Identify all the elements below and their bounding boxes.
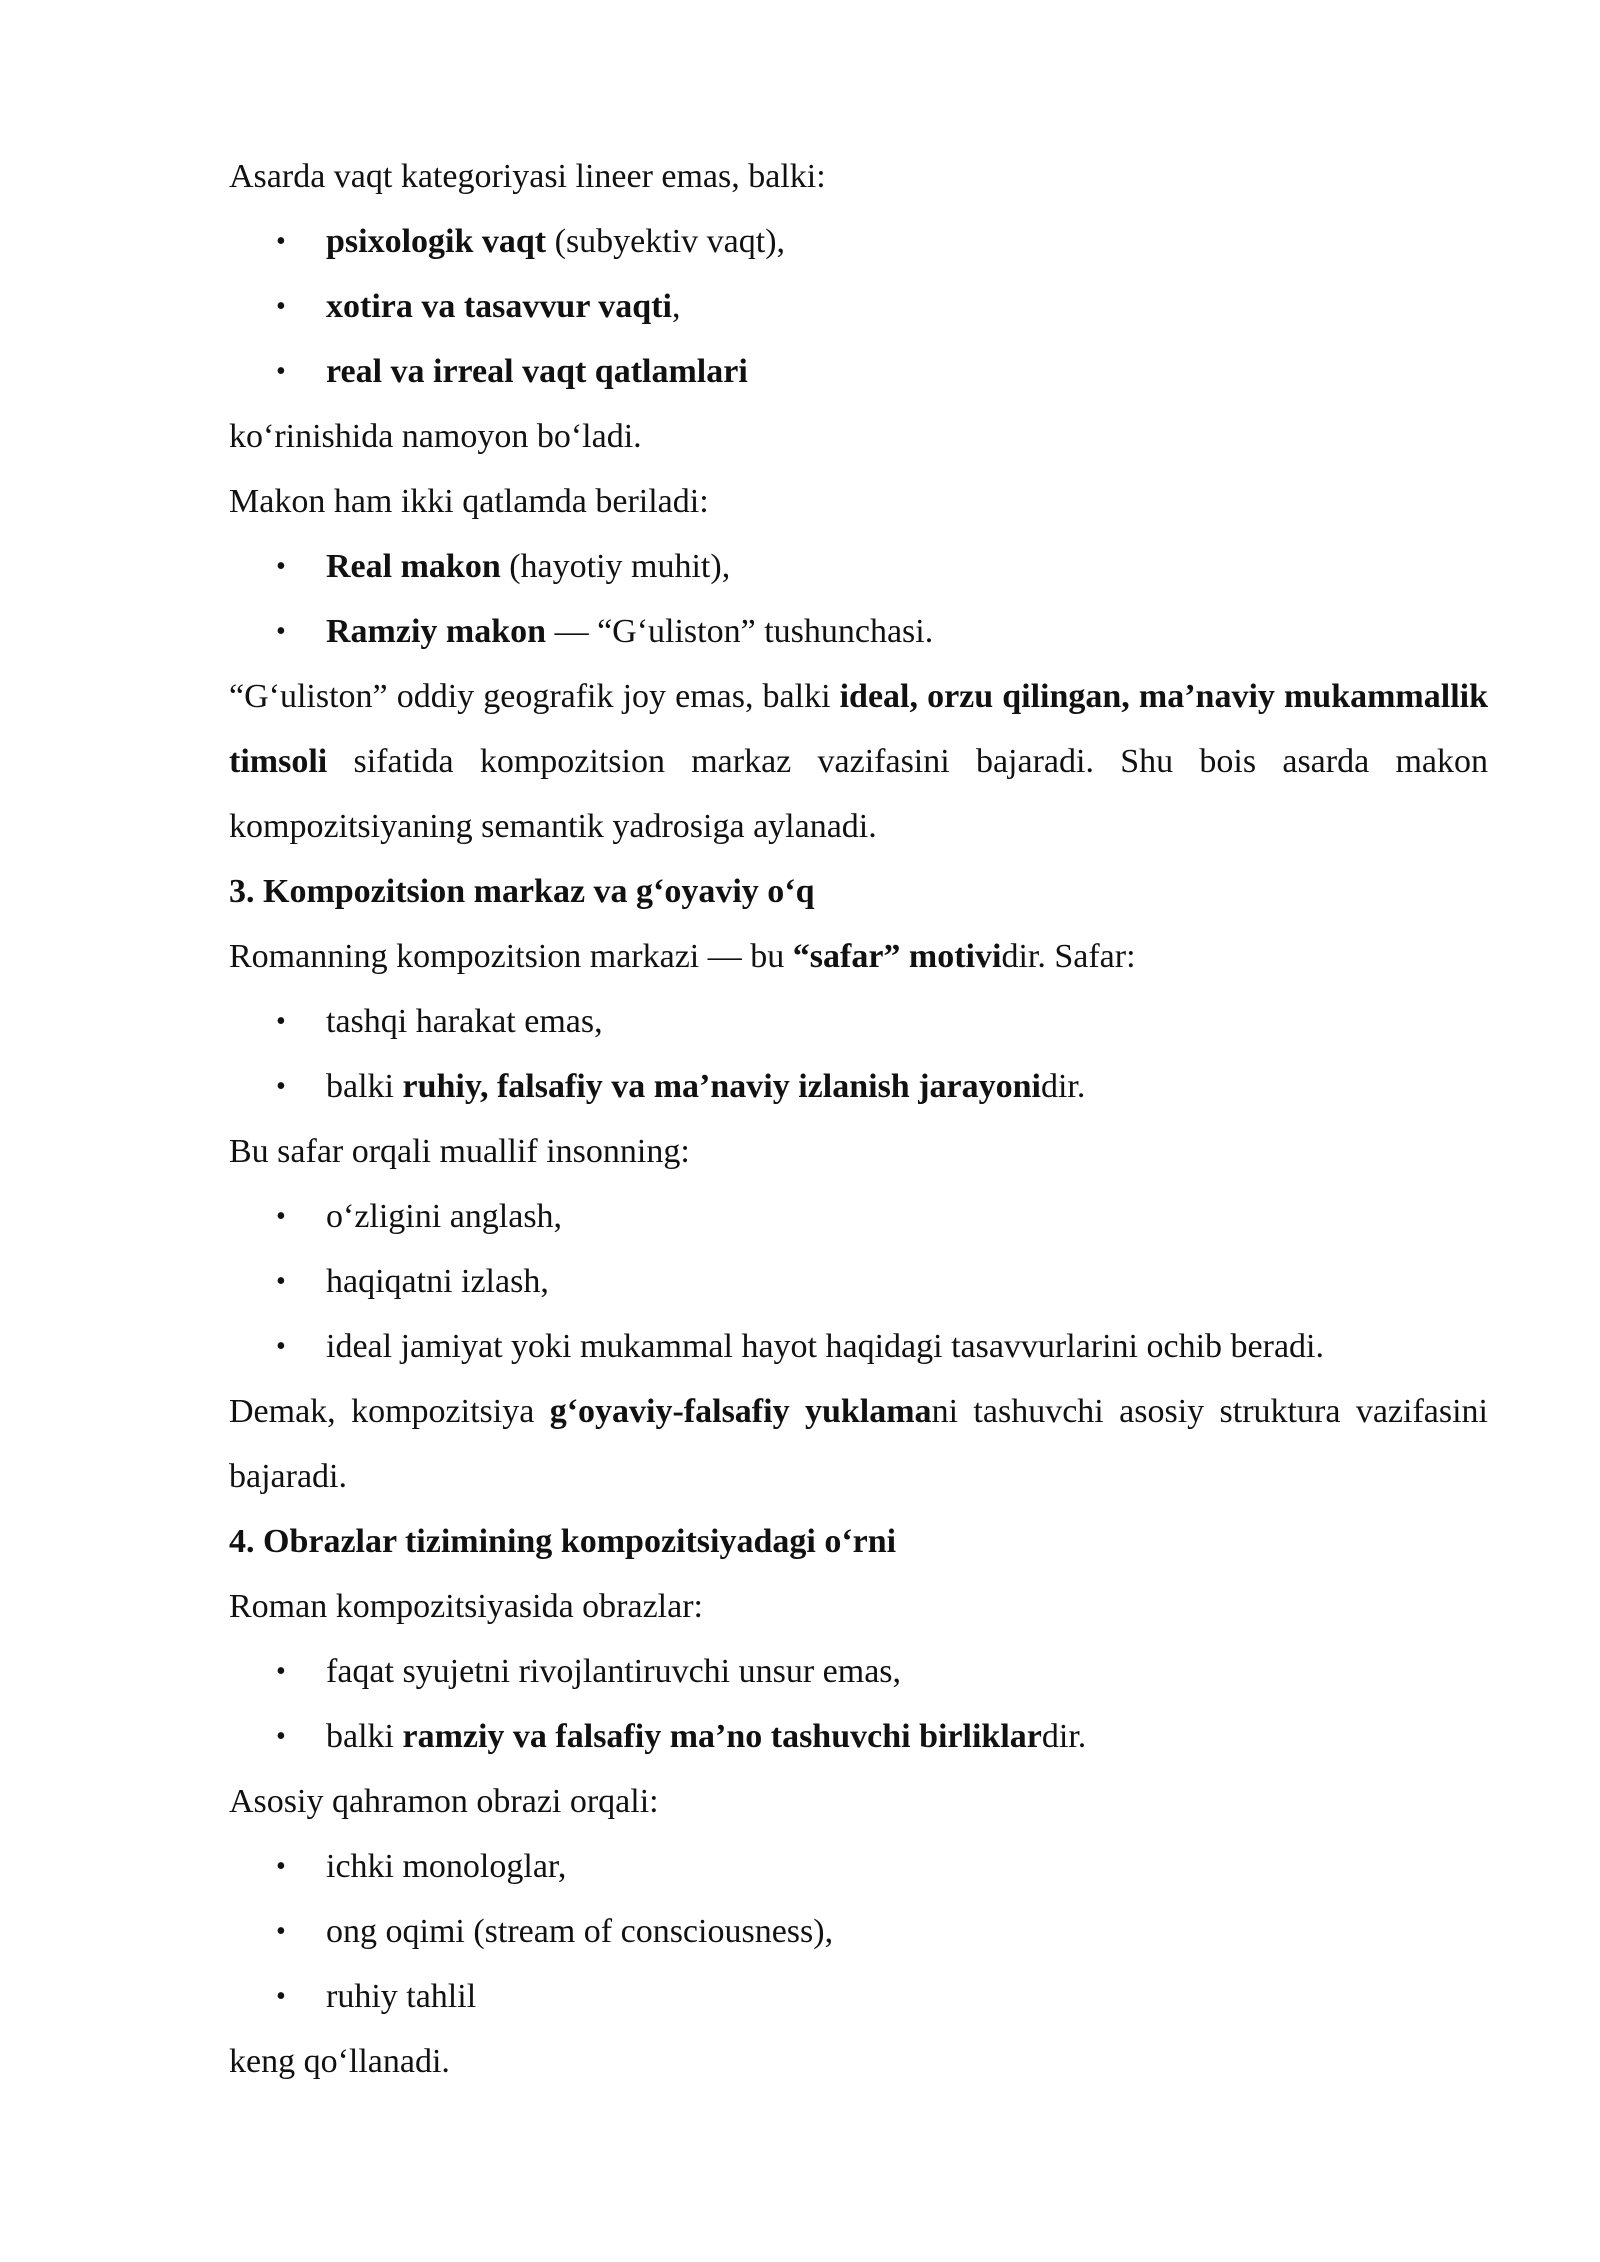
list-item xyxy=(229,1249,1488,1314)
bold-text-run: Real makon xyxy=(326,548,501,585)
paragraph xyxy=(229,924,1488,989)
text-run: (hayotiy muhit), xyxy=(500,548,731,585)
list-item xyxy=(229,989,1488,1054)
text-run: ni tashuvchi asosiy struktura vazifasini bajaradi. xyxy=(229,1393,1488,1495)
text-run: ong oqimi (stream of consciousness), xyxy=(326,1913,834,1950)
paragraph xyxy=(229,144,1488,209)
text-run: ko‘rinishida namoyon bo‘ladi. xyxy=(229,418,642,455)
list-item xyxy=(229,1054,1488,1119)
text-run: Asosiy qahramon obrazi orqali: xyxy=(229,1783,659,1820)
text-run: Romanning kompozitsion markazi — bu xyxy=(229,938,793,975)
list-item xyxy=(229,1899,1488,1964)
text-run: balki xyxy=(326,1068,403,1105)
bullet-list xyxy=(229,1834,1488,2029)
paragraph xyxy=(229,1119,1488,1184)
bold-text-run: g‘oyaviy-falsafiy yuklama xyxy=(549,1393,932,1430)
list-item xyxy=(229,274,1488,339)
paragraph xyxy=(229,404,1488,469)
list-item xyxy=(229,1964,1488,2029)
bullet-list xyxy=(229,534,1488,664)
list-item xyxy=(229,1834,1488,1899)
bullet-list xyxy=(229,1184,1488,1379)
paragraph xyxy=(229,1769,1488,1834)
text-run: balki xyxy=(326,1718,403,1755)
bullet-list xyxy=(229,989,1488,1119)
text-run: “G‘uliston” oddiy geografik joy emas, balki xyxy=(229,678,840,715)
list-item xyxy=(229,1184,1488,1249)
bold-text-run: ideal, orzu qilingan, ma’naviy mukammallik timsoli xyxy=(229,678,1488,780)
text-run: dir. xyxy=(1041,1718,1087,1755)
text-run: (subyektiv vaqt), xyxy=(546,223,786,260)
list-item xyxy=(229,209,1488,274)
text-run: Asarda vaqt kategoriyasi lineer emas, balki: xyxy=(229,158,826,195)
text-run: — “G‘uliston” tushunchasi. xyxy=(546,613,934,650)
paragraph xyxy=(229,1574,1488,1639)
text-run: faqat syujetni rivojlantiruvchi unsur emas, xyxy=(326,1653,902,1690)
paragraph xyxy=(229,2029,1488,2094)
list-item xyxy=(229,1639,1488,1704)
text-run: ruhiy tahlil xyxy=(326,1978,477,2015)
list-item xyxy=(229,599,1488,664)
list-item xyxy=(229,339,1488,404)
text-run: o‘zligini anglash, xyxy=(326,1198,563,1235)
bold-text-run: Ramziy makon xyxy=(326,613,547,650)
text-run: haqiqatni izlash, xyxy=(326,1263,549,1300)
text-run: Makon ham ikki qatlamda beriladi: xyxy=(229,483,709,520)
section-heading xyxy=(229,859,1488,924)
text-run: Demak, kompozitsiya xyxy=(229,1393,550,1430)
text-run: keng qo‘llanadi. xyxy=(229,2043,450,2080)
bold-text-run: psixologik vaqt xyxy=(326,223,547,260)
paragraph xyxy=(229,664,1488,859)
text-run: ichki monologlar, xyxy=(326,1848,567,1885)
bold-text-run: xotira va tasavvur vaqti xyxy=(326,288,672,325)
list-item xyxy=(229,1314,1488,1379)
text-run: sifatida kompozitsion markaz vazifasini bajaradi. Shu bois asarda makon kompozitsiyaning semantik yadrosiga aylanadi. xyxy=(229,743,1488,845)
bold-text-run: real va irreal vaqt qatlamlari xyxy=(326,353,748,390)
list-item xyxy=(229,1704,1488,1769)
document-body xyxy=(229,144,1488,2094)
bold-text-run: ramziy va falsafiy ma’no tashuvchi birliklar xyxy=(402,1718,1042,1755)
text-run: Roman kompozitsiyasida obrazlar: xyxy=(229,1588,703,1625)
bold-text-run: 3. Kompozitsion markaz va g‘oyaviy o‘q xyxy=(229,873,815,910)
bullet-list xyxy=(229,209,1488,404)
paragraph xyxy=(229,1379,1488,1509)
text-run: tashqi harakat emas, xyxy=(326,1003,603,1040)
paragraph xyxy=(229,469,1488,534)
list-item xyxy=(229,534,1488,599)
bullet-list xyxy=(229,1639,1488,1769)
text-run: , xyxy=(671,288,681,325)
section-heading xyxy=(229,1509,1488,1574)
bold-text-run: “safar” motivi xyxy=(792,938,1002,975)
text-run: ideal jamiyat yoki mukammal hayot haqidagi tasavvurlarini ochib beradi. xyxy=(326,1328,1324,1365)
text-run: dir. Safar: xyxy=(1001,938,1136,975)
bold-text-run: ruhiy, falsafiy va ma’naviy izlanish jarayoni xyxy=(402,1068,1041,1105)
text-run: Bu safar orqali muallif insonning: xyxy=(229,1133,690,1170)
text-run: dir. xyxy=(1040,1068,1086,1105)
bold-text-run: 4. Obrazlar tizimining kompozitsiyadagi o‘rni xyxy=(229,1523,897,1560)
